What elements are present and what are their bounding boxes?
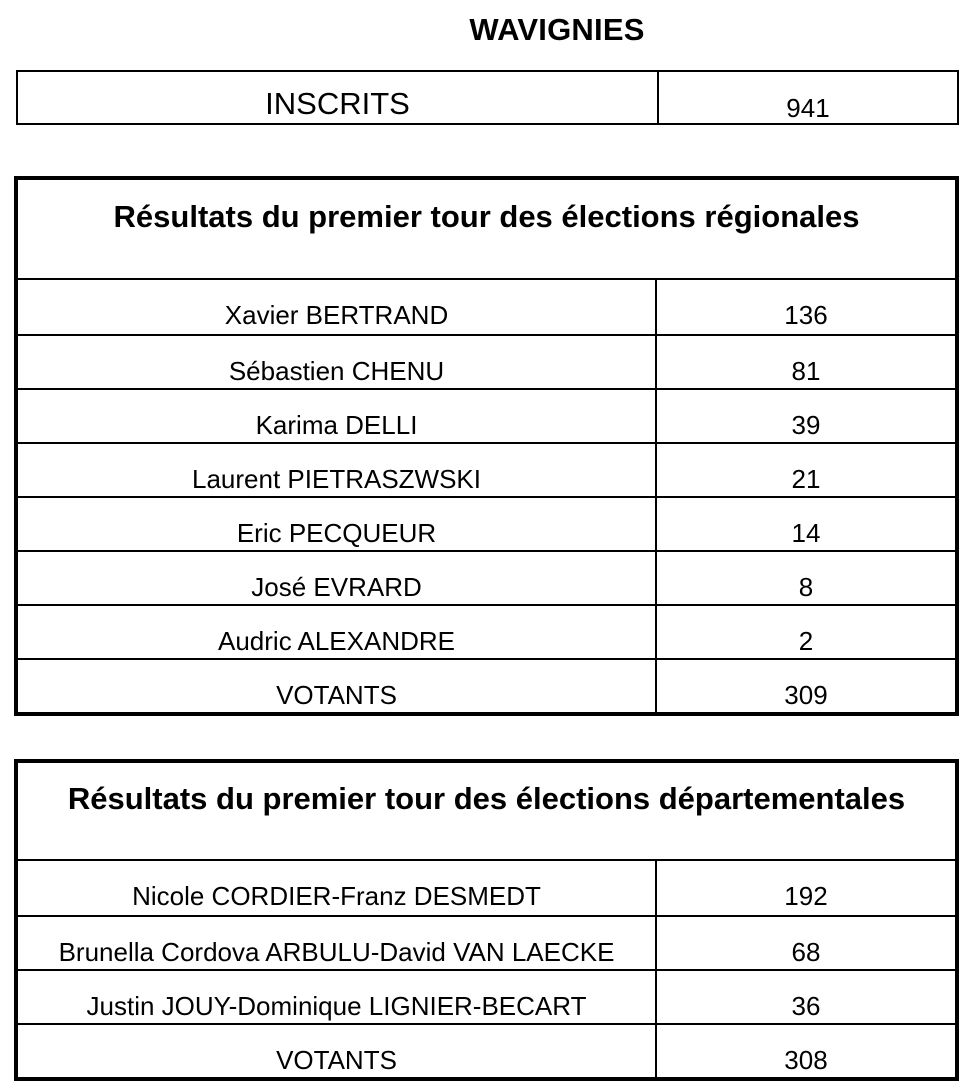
candidate-votes: 192 <box>784 881 828 911</box>
candidate-name: José EVRARD <box>18 552 657 604</box>
table-row <box>18 971 955 1025</box>
departementales-heading: Résultats du premier tour des élections départementales <box>18 763 955 861</box>
candidate-votes: 21 <box>791 464 821 494</box>
votants-value: 309 <box>784 680 828 710</box>
table-row <box>18 606 955 660</box>
candidate-name: Laurent PIETRASZWSKI <box>18 444 657 496</box>
page-title: WAVIGNIES <box>469 12 645 47</box>
table-row <box>18 498 955 552</box>
votants-row <box>18 1025 955 1077</box>
regionales-heading: Résultats du premier tour des élections régionales <box>18 180 955 280</box>
table-row <box>18 390 955 444</box>
votants-label: VOTANTS <box>18 1025 657 1077</box>
candidate-votes: 136 <box>784 300 828 330</box>
candidate-name: Sébastien CHENU <box>18 336 657 388</box>
table-row <box>18 861 955 917</box>
candidate-name: Karima DELLI <box>18 390 657 442</box>
table-row <box>18 552 955 606</box>
table-row <box>18 280 955 336</box>
candidate-votes: 8 <box>798 572 814 602</box>
departementales-results-table <box>14 759 959 1081</box>
candidate-votes: 2 <box>798 626 814 656</box>
candidate-name: Eric PECQUEUR <box>18 498 657 550</box>
candidate-name: Audric ALEXANDRE <box>18 606 657 658</box>
regionales-results-table <box>14 176 959 716</box>
inscrits-value: 941 <box>786 93 830 123</box>
votants-label: VOTANTS <box>18 660 657 712</box>
votants-value: 308 <box>784 1045 828 1075</box>
votants-row <box>18 660 955 712</box>
candidate-name: Xavier BERTRAND <box>18 280 657 334</box>
table-row <box>18 444 955 498</box>
inscrits-label: INSCRITS <box>18 72 659 123</box>
candidate-name: Brunella Cordova ARBULU-David VAN LAECKE <box>18 917 657 969</box>
table-row <box>18 336 955 390</box>
candidate-votes: 36 <box>791 991 821 1021</box>
candidate-name: Justin JOUY-Dominique LIGNIER-BECART <box>18 971 657 1023</box>
candidate-votes: 39 <box>791 410 821 440</box>
candidate-votes: 68 <box>791 937 821 967</box>
candidate-name: Nicole CORDIER-Franz DESMEDT <box>18 861 657 915</box>
candidate-votes: 14 <box>791 518 821 548</box>
inscrits-table <box>16 70 959 125</box>
candidate-votes: 81 <box>791 356 821 386</box>
table-row <box>18 917 955 971</box>
